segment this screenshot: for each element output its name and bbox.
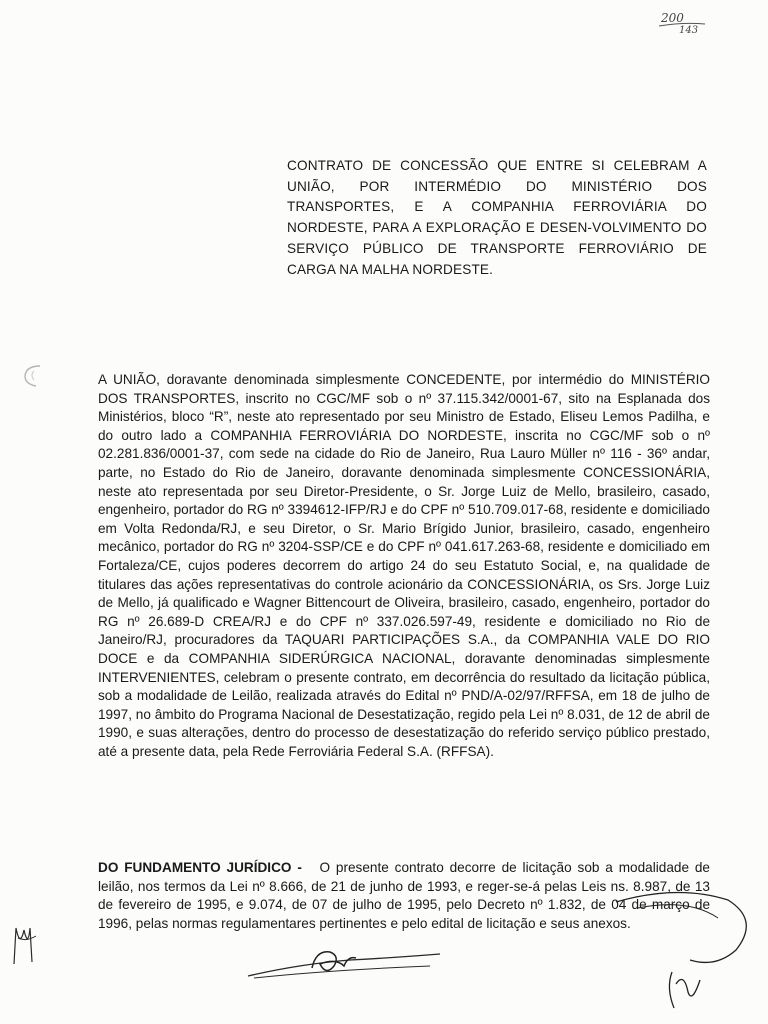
page-number-secondary: 143	[679, 25, 699, 36]
page-number-stamp	[657, 12, 709, 40]
right-signature-icon	[608, 888, 758, 1018]
scan-hole-mark-icon	[20, 362, 46, 390]
parties-paragraph: A UNIÃO, doravante denominada simplesmente CONCEDENTE, por intermédio do MINISTÉRIO DOS TRANSPORTES, inscrito no CGC/MF sob o nº 37.115.342/0001-67, sito na Esplanada dos Ministérios, bloco “R”, neste ato representado por seu Ministro de Estado, Eliseu Lemos Padilha, e do outro lado a COMPANHIA FERROVIÁRIA DO NORDESTE, inscrita no CGC/MF sob o nº 02.281.836/0001-37, com sede na cidade do Rio de Janeiro, Rua Lauro Müller nº 116 - 36º andar, parte, no Estado do Rio de Janeiro, doravante denominada simplesmente CONCESSIONÁRIA, neste ato representada por seu Diretor-Presidente, o Sr. Jorge Luiz de Mello, brasileiro, casado, engenheiro, portador do RG nº 3394612-IFP/RJ e do CPF nº 510.709.017-68, residente e domiciliado em Volta Redonda/RJ, e seu Diretor, o Sr. Mario Brígido Junior, brasileiro, casado, engenheiro mecânico, portador do RG nº 3204-SSP/CE e do CPF nº 041.617.263-68, residente e domiciliado em Fortaleza/CE, cujos poderes decorrem do artigo 24 do seu Estatuto Social, e, na qualidade de titulares das ações representativas do controle acionário da CONCESSIONÁRIA, os Srs. Jorge Luiz de Mello, já qualificado e Wagner Bittencourt de Oliveira, brasileiro, casado, engenheiro, portador do RG nº 26.689-D CREA/RJ e do CPF nº 337.026.597-49, residente e domiciliado no Rio de Janeiro/RJ, procuradores da TAQUARI PARTICIPAÇÕES S.A., da COMPANHIA VALE DO RIO DOCE e da COMPANHIA SIDERÚRGICA NACIONAL, doravante denominadas simplesmente INTERVENIENTES, celebram o presente contrato, em decorrência do resultado da licitação pública, sob a modalidade de Leilão, realizada através do Edital nº PND/A-02/97/RFFSA, em 18 de julho de 1997, no âmbito do Programa Nacional de Desestatização, regido pela Lei nº 8.031, de 12 de abril de 1990, e suas alterações, dentro do processo de desestatização do referido serviço público prestado, até a presente data, pela Rede Ferroviária Federal S.A. (RFFSA).	[98, 372, 710, 759]
margin-initials-signature-icon	[6, 908, 46, 978]
center-signature-icon	[240, 936, 450, 986]
contract-header-block: CONTRATO DE CONCESSÃO QUE ENTRE SI CELEBRAM A UNIÃO, POR INTERMÉDIO DO MINISTÉRIO DOS TRANSPORTES, E A COMPANHIA FERROVIÁRIA DO NORDESTE, PARA A EXPLORAÇÃO E DESEN-VOLVIMENTO DO SERVIÇO PÚBLICO DE TRANSPORTE FERROVIÁRIO DE CARGA NA MALHA NORDESTE.	[287, 158, 707, 277]
section-text: O presente contrato decorre de licitação sob a modalidade de leilão, nos termos da Lei nº 8.666, de 21 de junho de 1993, e reger-se-á pelas Leis ns. 8.987, de 13 de fevereiro de 1995, e 9.074, de 07 de julho de 1995, pelo Decreto nº 1.832, de 04 de março de 1996, pelas normas regulamentares pertinentes e pelo edital de licitação e seus anexos.	[98, 860, 710, 931]
page-number-primary: 200	[661, 11, 684, 25]
section-heading: DO FUNDAMENTO JURÍDICO -	[98, 860, 302, 875]
